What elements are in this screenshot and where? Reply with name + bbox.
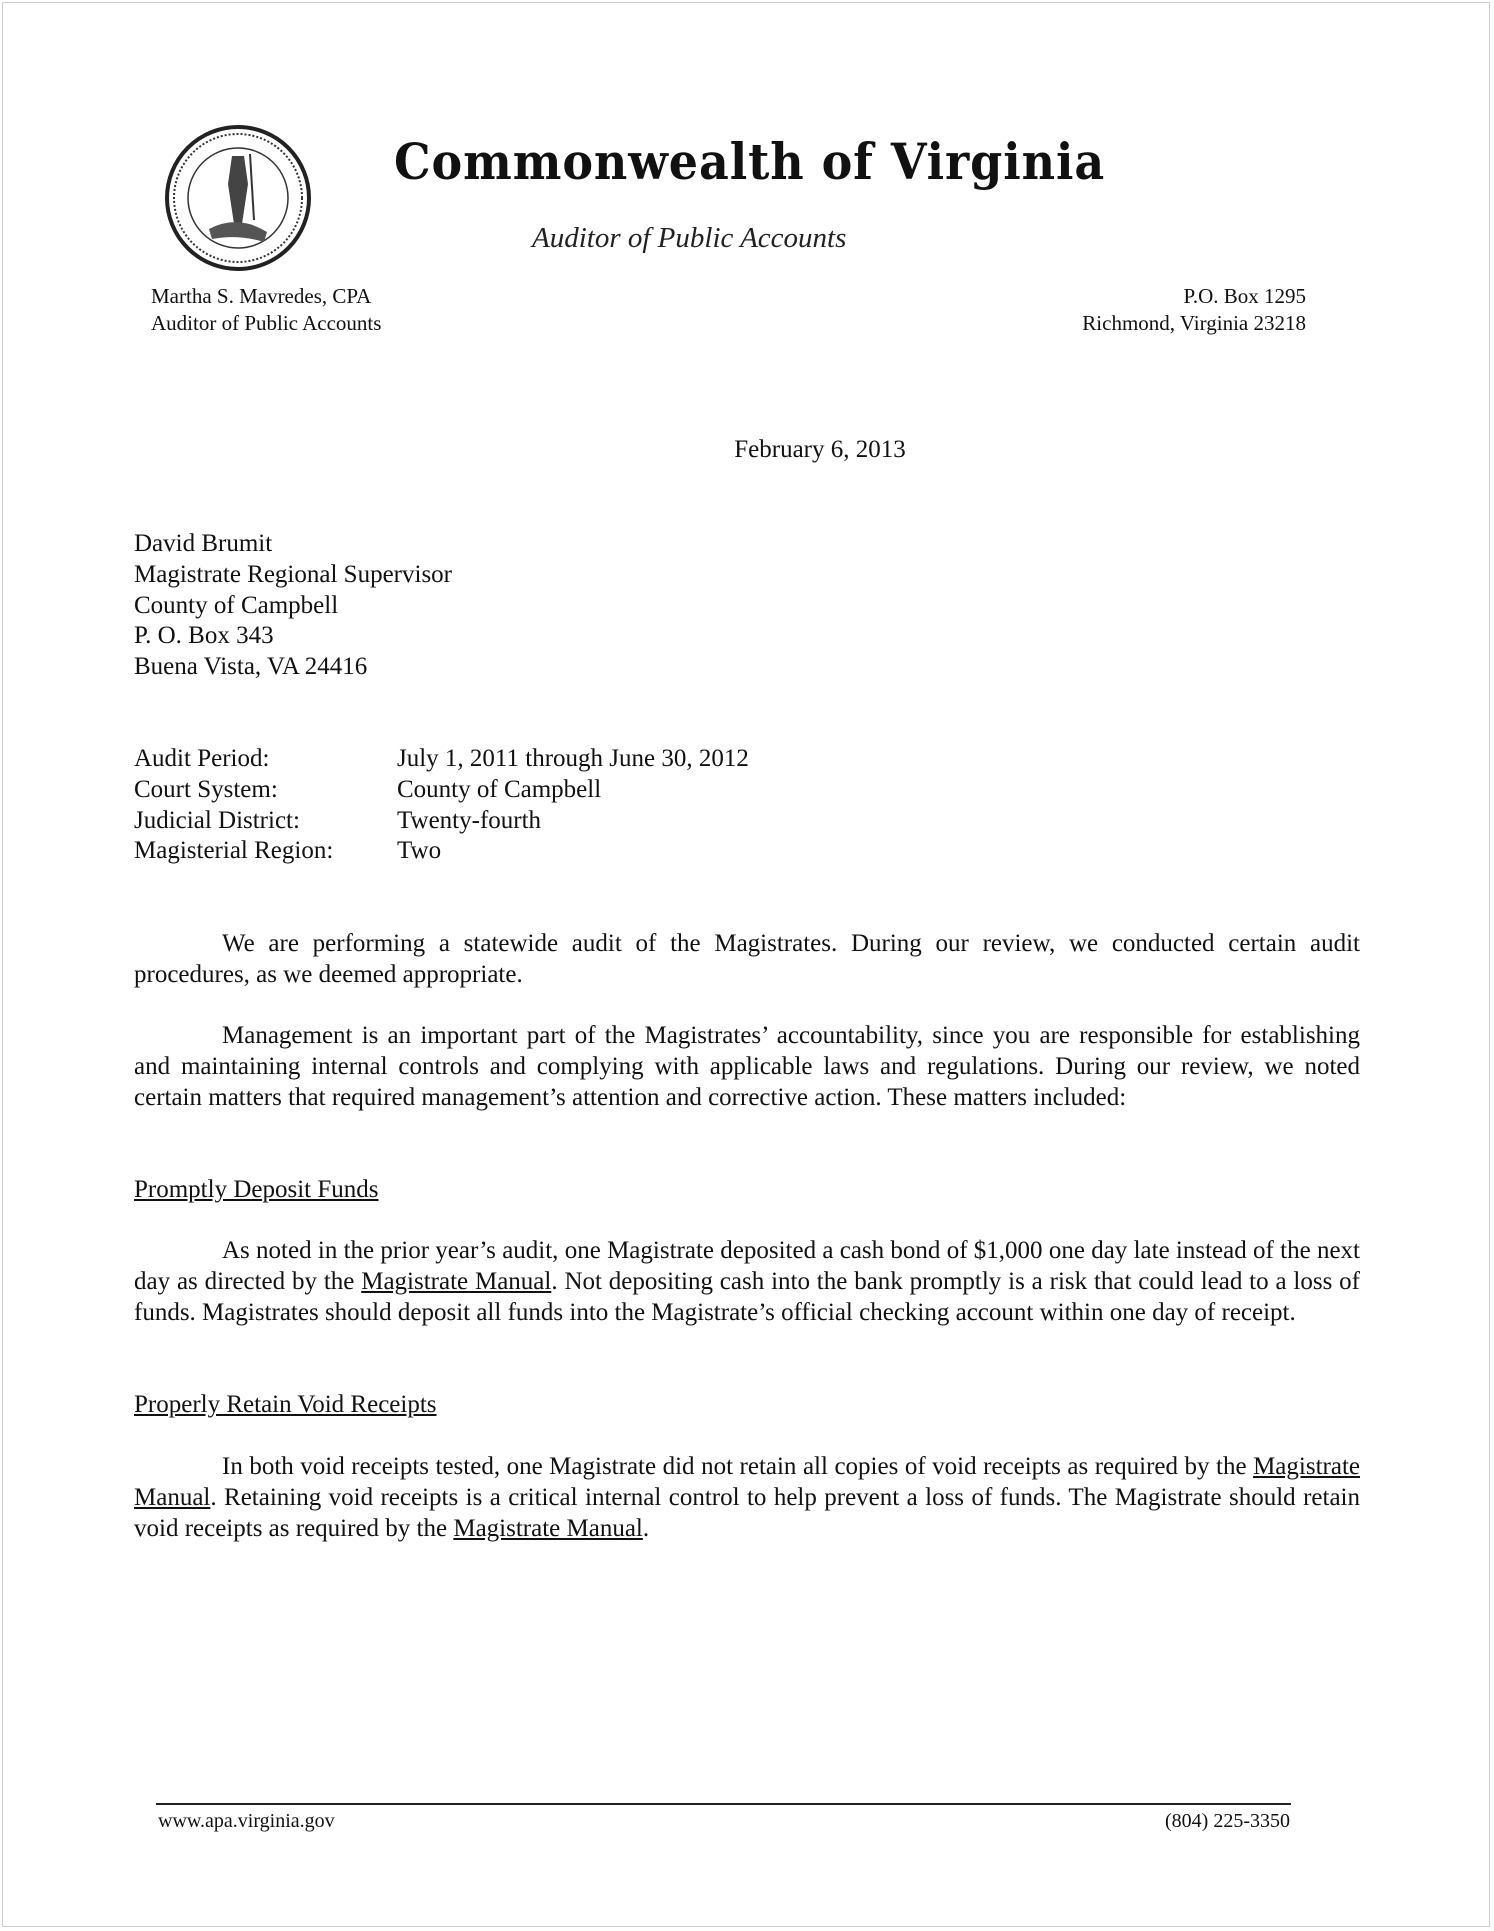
letter-date: February 6, 2013 (734, 436, 906, 463)
heading-void-receipts: Properly Retain Void Receipts (134, 1391, 437, 1418)
footer-divider (156, 1803, 1291, 1805)
auditor-name: Martha S. Mavredes, CPA (151, 284, 372, 308)
heading-promptly-deposit: Promptly Deposit Funds (134, 1176, 379, 1203)
address-line: David Brumit (134, 530, 273, 557)
virginia-seal-logo (164, 124, 312, 272)
auditor-title: Auditor of Public Accounts (151, 311, 382, 335)
detail-row: Court System: County of Campbell (134, 775, 602, 803)
letterhead-title: Commonwealth of Virginia (394, 132, 1106, 191)
office-address-block (1082, 283, 1306, 337)
address-line: P. O. Box 343 (134, 622, 274, 650)
paragraph-management: Management is an important part of the Magistrates’ accountability, since you are responsible for establishing and maintaining internal controls and complying with applicable laws and regulations. During our review, we noted certain matters that required management’s attention and corrective action. These matters included: (134, 1022, 1360, 1111)
po-box: P.O. Box 1295 (1183, 284, 1306, 308)
footer-website: www.apa.virginia.gov (158, 1810, 335, 1832)
detail-row: Judicial District: Twenty-fourth (134, 806, 542, 834)
detail-row: Magisterial Region: Two (134, 837, 442, 865)
address-line: Buena Vista, VA 24416 (134, 653, 368, 681)
paragraph-void-receipts: In both void receipts tested, one Magistrate did not retain all copies of void receipts as required by the Magistrate Manual. Retaining void receipts is a critical internal control to help prevent a loss of funds. The Magistrate should retain void receipts as required by the Magistrate Manual. (134, 1453, 1360, 1542)
address-line: County of Campbell (134, 591, 339, 619)
city-state: Richmond, Virginia 23218 (1082, 311, 1306, 335)
auditor-name-block (151, 283, 381, 337)
detail-row: Audit Period: July 1, 2011 through June 30, 2012 (134, 745, 749, 772)
address-line: Magistrate Regional Supervisor (134, 560, 452, 588)
magistrate-manual-ref: Magistrate Manual (453, 1514, 643, 1542)
magistrate-manual-ref: Magistrate Manual (361, 1267, 552, 1295)
paragraph-deposit: As noted in the prior year’s audit, one Magistrate deposited a cash bond of $1,000 one day late instead of the next day as directed by the Magistrate Manual. Not depositing cash into the bank promptly is a risk that could lead to a loss of funds. Magistrates should deposit all funds into the Magistrate’s official checking account within one day of receipt. (134, 1237, 1360, 1326)
letterhead-subtitle: Auditor of Public Accounts (532, 222, 847, 254)
magistrate-manual-ref: Magistrate Manual (134, 1453, 1360, 1511)
footer-phone: (804) 225-3350 (1165, 1810, 1290, 1832)
audit-details (134, 744, 1360, 867)
paragraph-intro: We are performing a statewide audit of the Magistrates. During our review, we conducted certain audit procedures, as we deemed appropriate. (134, 930, 1360, 988)
recipient-address (134, 529, 1360, 683)
